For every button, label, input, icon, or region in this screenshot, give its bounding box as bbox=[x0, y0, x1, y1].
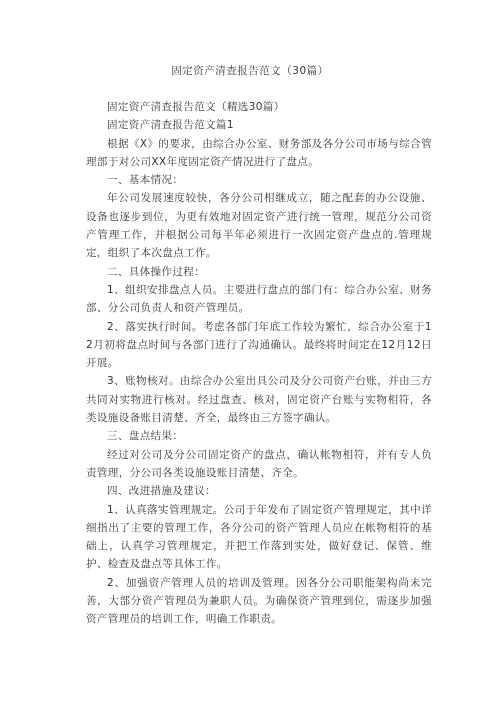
heading-inventory-result: 三、盘点结果： bbox=[107, 430, 184, 443]
intro-paragraph: 根据《X》的要求，由综合办公室、财务部及各分公司市场与综合管理部于对公司XX年度固定资产情况进行了盘点。 bbox=[86, 137, 432, 168]
process-item-3: 3、账物核对。由综合办公室出具公司及分公司资产台账，并由三方共同对实物进行核对。经过盘查、核对，固定资产台账与实物相符，各类设施设备账目清楚、齐全，最终由三方签字确认。 bbox=[86, 375, 432, 425]
heading-improvements: 四、改进措施及建议： bbox=[107, 485, 216, 498]
process-item-1: 1、组织安排盘点人员。主要进行盘点的部门有：综合办公室、财务部、分公司负责人和资产管理员。 bbox=[86, 283, 432, 315]
inventory-result-paragraph: 经过对公司及分公司固定资产的盘点，确认帐物相符，并有专人负责管理，分公司各类设施设账目清楚、齐全。 bbox=[86, 448, 432, 479]
basic-situation-paragraph: 年公司发展速度较快，各分公司相继成立，随之配套的办公设施、设备也逐步到位，为更有效地对固定资产进行统一管理，规范分公司资产管理工作，并根据公司每半年必须进行一次固定资产盘点的.管理规定，组织了本次盘点工作。 bbox=[86, 192, 432, 260]
heading-basic-situation: 一、基本情况： bbox=[107, 174, 184, 187]
section-heading-article-1: 固定资产清查报告范文篇1 bbox=[107, 119, 234, 132]
heading-operation-process: 二、具体操作过程： bbox=[107, 265, 206, 278]
improvement-item-2: 2、加强资产管理人员的培训及管理。因各分公司职能架构尚未完善，大部分资产管理员为兼职人员。为确保资产管理到位，需逐步加强资产管理员的培训工作，明确工作职责。 bbox=[86, 576, 432, 626]
document-title: 固定资产清查报告范文（30篇） bbox=[171, 65, 329, 77]
improvement-item-1: 1、认真落实管理规定。公司于年发布了固定资产管理规定，其中详细指出了主要的管理工作，各分公司的资产管理人员应在帐物相符的基础上，认真学习管理规定，并把工作落到实处，做好登记、保管、维护、检查及盘点等具体工作。 bbox=[86, 503, 432, 571]
document-body bbox=[86, 98, 432, 629]
subtitle-line: 固定资产清查报告范文（精选30篇） bbox=[107, 101, 285, 113]
process-item-2: 2、落实执行时间。考虑各部门年底工作较为繁忙，综合办公室于12月初将盘点时间与各部门进行了沟通确认。最终将时间定在12月12日开展。 bbox=[86, 320, 432, 370]
